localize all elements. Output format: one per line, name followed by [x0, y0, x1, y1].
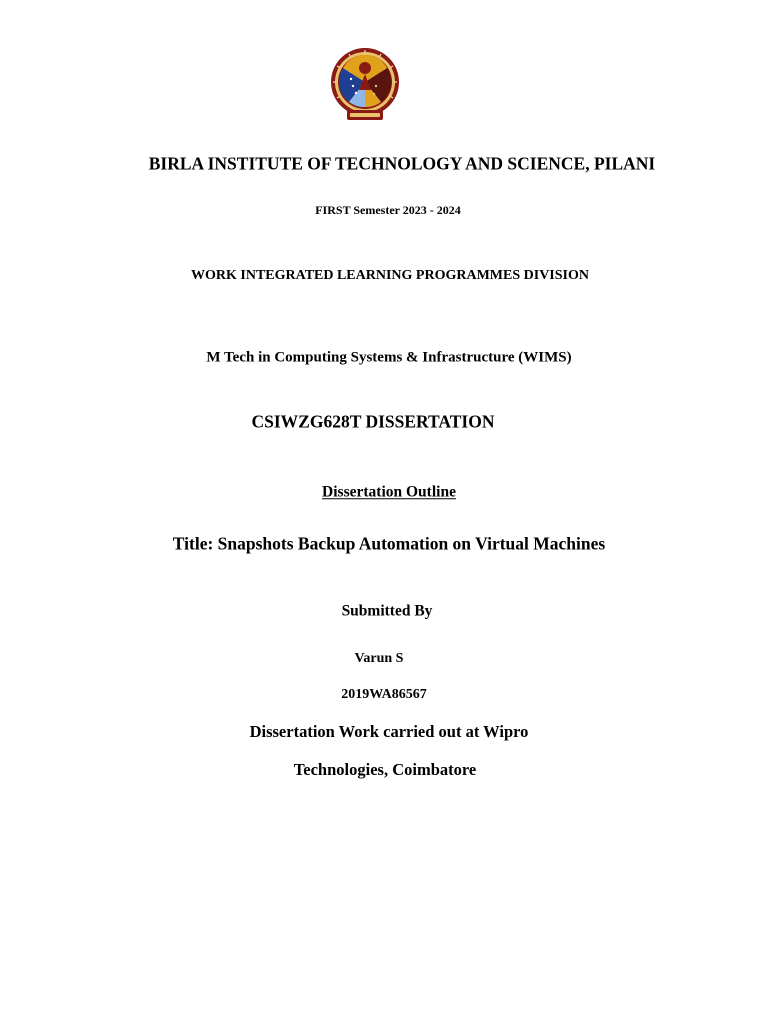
dissertation-title: Title: Snapshots Backup Automation on Virtual Machines	[172, 533, 606, 554]
bits-pilani-crest-icon	[329, 46, 401, 122]
student-name: Varun S	[354, 651, 404, 666]
work-location-line-1: Dissertation Work carried out at Wipro	[249, 721, 529, 741]
division-name: WORK INTEGRATED LEARNING PROGRAMMES DIVISION	[190, 268, 590, 283]
institute-logo	[329, 46, 401, 122]
submitted-by-label: Submitted By	[341, 602, 433, 620]
semester-label: FIRST Semester 2023 - 2024	[315, 203, 461, 217]
programme-name: M Tech in Computing Systems & Infrastructure (WIMS)	[206, 349, 572, 366]
student-id: 2019WA86567	[341, 687, 427, 702]
course-title: CSIWZG628T DISSERTATION	[251, 411, 495, 432]
institute-name: BIRLA INSTITUTE OF TECHNOLOGY AND SCIENCE, PILANI	[148, 153, 656, 174]
document-type-heading: Dissertation Outline	[322, 483, 456, 501]
work-location-line-2: Technologies, Coimbatore	[293, 759, 477, 779]
